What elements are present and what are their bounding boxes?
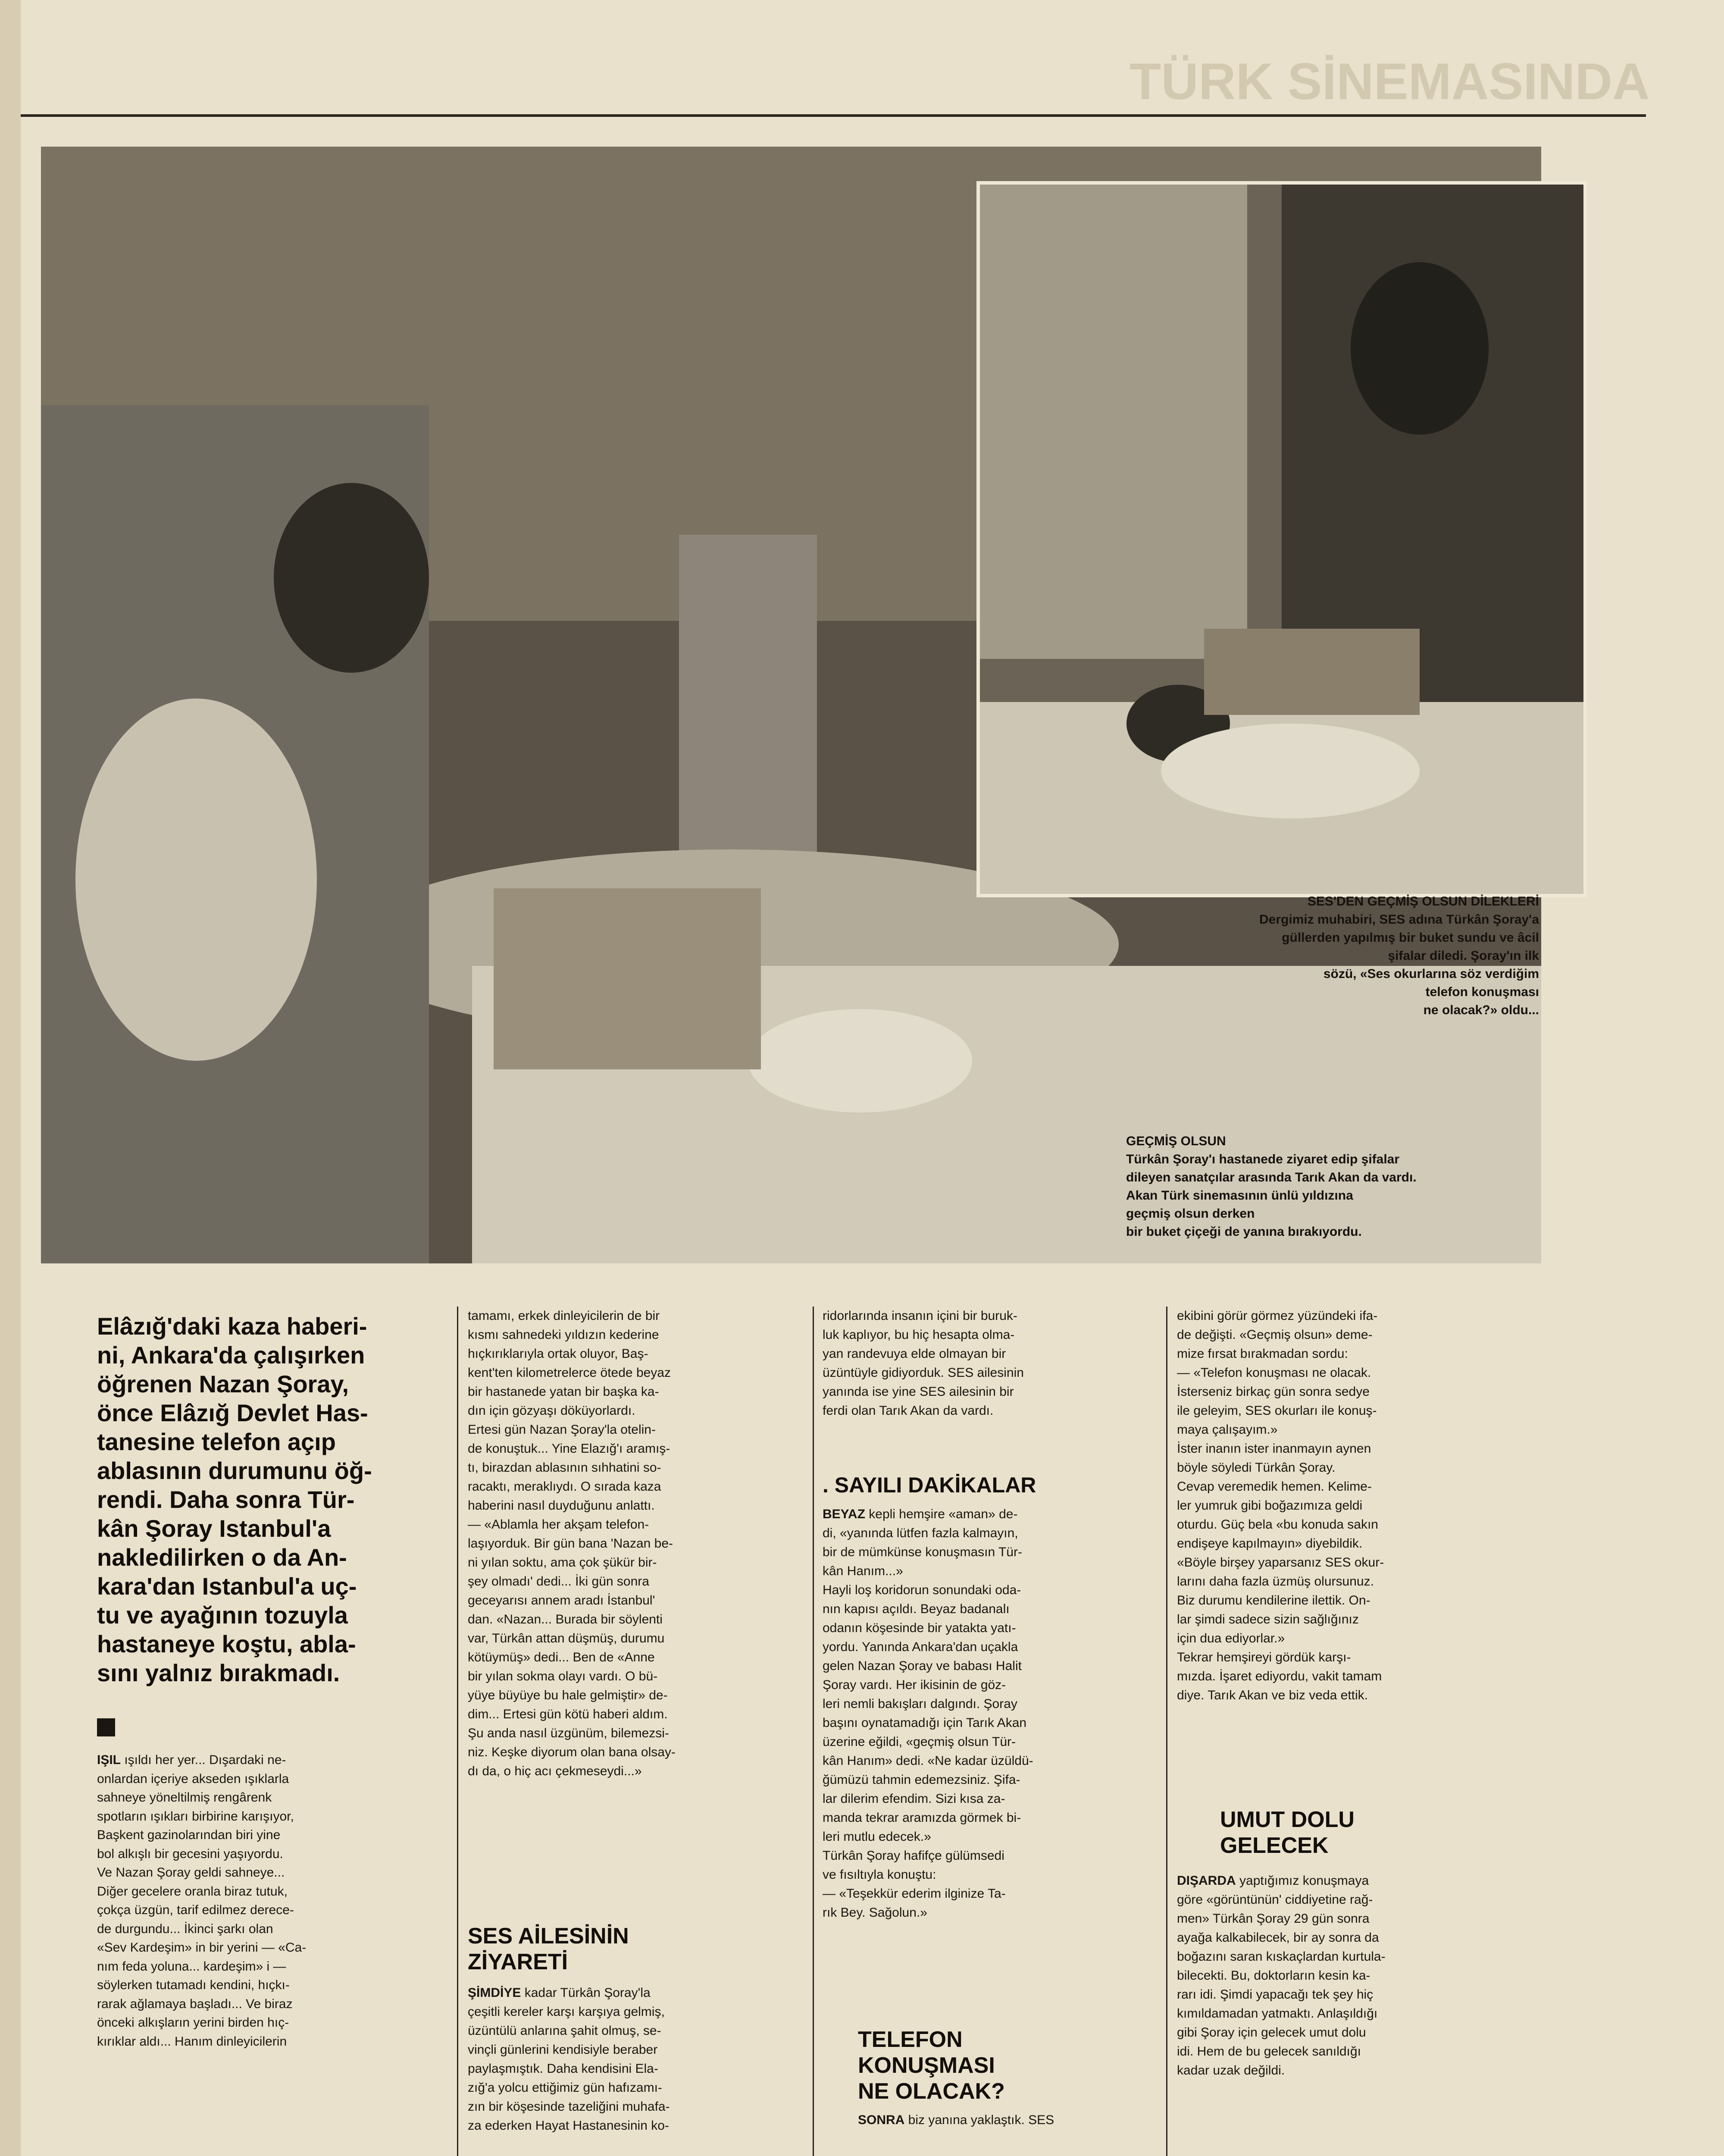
column-1-text [97,1751,442,2051]
inset-caption-title: SES'DEN GEÇMİŞ OLSUN DİLEKLERİ [1307,894,1539,909]
column-4-text: ekibini görür görmez yüzündeki ifa- de değişti. «Geçmiş olsun» deme- mize fırsat bırakmadan sordu: — «Telefon konuşması ne olacak. İsterseniz birkaç gün sonra sedye ile geleyim, SES okurları ile konuş- maya çalışayım.» İster inanın ister inanmayın aynen böyle söyledi Türkân Şoray. Cevap veremedik hemen. Kelime- ler yumruk gibi boğazımıza geldi oturdu. Güç bela «bu konuda sakın endişeye kapılmayın» diyebildik. «Böyle birşey yaparsanız SES okur- larını daha fazla üzmüş olursunuz. Biz durumu kendilerine ilettik. On- lar şimdi sadece sizin sağlığınız için dua ediyorlar.» Tekrar hemşireyi gördük karşı- mızda. İşaret ediyordu, vakit tamam diye. Tarık Akan ve biz veda ettik. [1177,1309,1384,1702]
column-divider-2 [813,1307,814,2156]
col1-body: ışıldı her yer... Dışardaki ne- onlardan içeriye akseden ışıklarla sahneye yöneltilmiş rengârenk spotların ışıkları birbirine karışıyor, Başkent gazinolarından biri yine bol alkışlı bir gecesini yaşıyordu. Ve Nazan Şoray geldi sahneye... Diğer gecelere oranla biraz tutuk, çokça üzgün, tarif edilmez derece- de durgundu... İkinci şarkı olan «Sev Kardeşim» in bir yerini — «Ca- nım feda yoluna... kardeşim» i — söylerken tutamadı kendini, hıçkı- rarak ağlamaya başladı... Ve biraz önceki alkışların yerini birden hıç- kırıklar aldı... Hanım dinleyicilerin [97,1753,307,2049]
bleed-through-text: TÜRK SİNEMASINDA [1130,53,1650,110]
col3-subhead-2: TELEFON KONUŞMASI NE OLACAK? [858,2027,1005,2104]
inset-photo [976,181,1587,897]
col3-subhead-1: . SAYILI DAKİKALAR [823,1473,1036,1497]
main-caption-title: GEÇMİŞ OLSUN [1126,1134,1226,1148]
column-3-sub1-text [823,1505,1159,1922]
col4-subhead: UMUT DOLU GELECEK [1220,1807,1355,1858]
main-photo-caption [1126,1132,1557,1241]
article-lead: Elâzığ'daki kaza haberi- ni, Ankara'da çalışırken öğrenen Nazan Şoray, önce Elâzığ Devlet Has- tanesine telefon açıp ablasının durumunu öğ- rendi. Daha sonra Tür- kân Şoray Istanbul'a nakledilirken o da An- kara'dan Istanbul'a uç- tu ve ayağının tozuyla hastaneye koştu, abla- sını yalnız bırakmadı. [97,1313,372,1686]
col3-sub1-body: kepli hemşire «aman» de- di, «yanında lütfen fazla kalmayın, bir de mümkünse konuşmasın Tür- kân Hanım...» Hayli loş koridorun sonundaki oda- nın kapısı açıldı. Beyaz badanalı odanın köşesinde bir yatakta yatı- yordu. Yanında Ankara'dan uçakla gelen Nazan Şoray ve babası Halit Şoray vardı. Her ikisinin de göz- leri nemli bakışları dalgındı. Şoray başını oynatamadığı için Tarık Akan üzerine eğildi, «geçmiş olsun Tür- kân Hanım» dedi. «Ne kadar üzüldü- ğümüzü tahmin edemezsiniz. Şifa- lar dilerim efendim. Sizi kısa za- manda tekrar aramızda görmek bi- leri mutlu edecek.» Türkân Şoray hafifçe gülümsedi ve fısıltıyla konuştu: — «Teşekkür ederim ilginize Ta- rık Bey. Sağolun.» [823,1507,1033,1920]
inset-caption-text: Dergimiz muhabiri, SES adına Türkân Şoray'a güllerden yapılmış bir buket sundu ve âcil şifalar diledi. Şoray'ın ilk sözü, «Ses okurlarına söz verdiğim telefon konuşması ne olacak?» oldu... [1259,912,1539,1017]
col2-sub-body: kadar Türkân Şoray'la çeşitli kereler karşı karşıya gelmiş, üzüntülü anlarına şahit olmuş, se- vinçli günlerini kendisiyle beraber paylaşmıştık. Daha kendisini Ela- zığ'a yolcu ettiğimiz gün hafızamı- zın bir köşesinde tazeliğini muhafa- za ederken Hayat Hastanesinin ko- [468,1986,670,2133]
col3-sub2-body: biz yanına yaklaştık. SES [904,2113,1054,2127]
column-4-sub-text [1177,1871,1505,2080]
paper-edge [0,0,21,2156]
col2-sub-lead-word: ŞİMDİYE [468,1986,521,2000]
col4-sub-body: yaptığımız konuşmaya göre «görüntünün' ciddiyetine rağ- men» Türkân Şoray 29 gün sonra ayağa kalkabilecek, bir ay sonra da boğazını saran kıskaçlardan kurtula- bilecekti. Bu, doktorların kesin ka- rarı idi. Şimdi yapacağı tek şey hiç kımıldamadan yatmaktı. Anlaşıldığı gibi Şoray için gelecek umut dolu idi. Hem de bu gelecek sanıldığı kadar uzak değildi. [1177,1874,1386,2078]
col1-lead-word: IŞIL [97,1753,121,1767]
col2-subhead: SES AİLESİNİN ZİYARETİ [468,1924,629,1974]
col3-sub2-lead-word: SONRA [858,2113,905,2127]
column-divider-3 [1166,1307,1167,2156]
inset-photo-caption [992,893,1539,1019]
column-2-sub-text [468,1984,804,2135]
inset-photo-illustration [980,185,1583,894]
main-caption-text: Türkân Şoray'ı hastanede ziyaret edip şifalar dileyen sanatçılar arasında Tarık Akan da vardı. Akan Türk sinemasının ünlü yıldızına geçmiş olsun derken bir buket çiçeği de yanına bırakıyordu. [1126,1152,1417,1239]
col4-sub-lead-word: DIŞARDA [1177,1874,1236,1888]
col3-sub1-lead-word: BEYAZ [823,1507,865,1521]
top-rule [21,114,1646,117]
column-2-text: tamamı, erkek dinleyicilerin de bir kısmı sahnedeki yıldızın kederine hıçkırıklarıyla ortak oluyor, Baş- kent'ten kilometrelerce ötede beyaz bir hastanede yatan bir başka ka- dın için gözyaşı döküyorlardı. Ertesi gün Nazan Şoray'la otelin- de konuştuk... Yine Elazığ'ı aramış- tı, birazdan ablasının sıhhatini so- racaktı, meraklıydı. O sırada kaza haberini nasıl duyduğunu anlattı. — «Ablamla her akşam telefon- laşıyorduk. Bir gün bana 'Nazan be- ni yılan soktu, ama çok şükür bir- şey olmadı' dedi... İki gün sonra geceyarısı annem aradı İstanbul' dan. «Nazan... Burada bir söylenti var, Türkân attan düşmüş, durumu kötüymüş» dedi... Ben de «Anne bir yılan sokma olayı vardı. O bü- yüye büyüye bu hale gelmiştir» de- dim... Ertesi gün kötü haberi aldım. Şu anda nasıl üzgünüm, bilemezsi- niz. Keşke diyorum olan bana olsay- dı da, o hiç acı çekmeseydi...» [468,1309,676,1778]
column-divider-1 [457,1307,458,2156]
column-3-sub2-text [858,2111,1160,2130]
section-bullet [97,1718,115,1736]
column-3-text: ridorlarında insanın içini bir buruk- luk kaplıyor, bu hiç hesapta olma- yan randevuya elde olmayan bir üzüntüyle gidiyorduk. SES ailesinin yanında ise yine SES ailesinin bir ferdi olan Tarık Akan da vardı. [823,1309,1024,1418]
